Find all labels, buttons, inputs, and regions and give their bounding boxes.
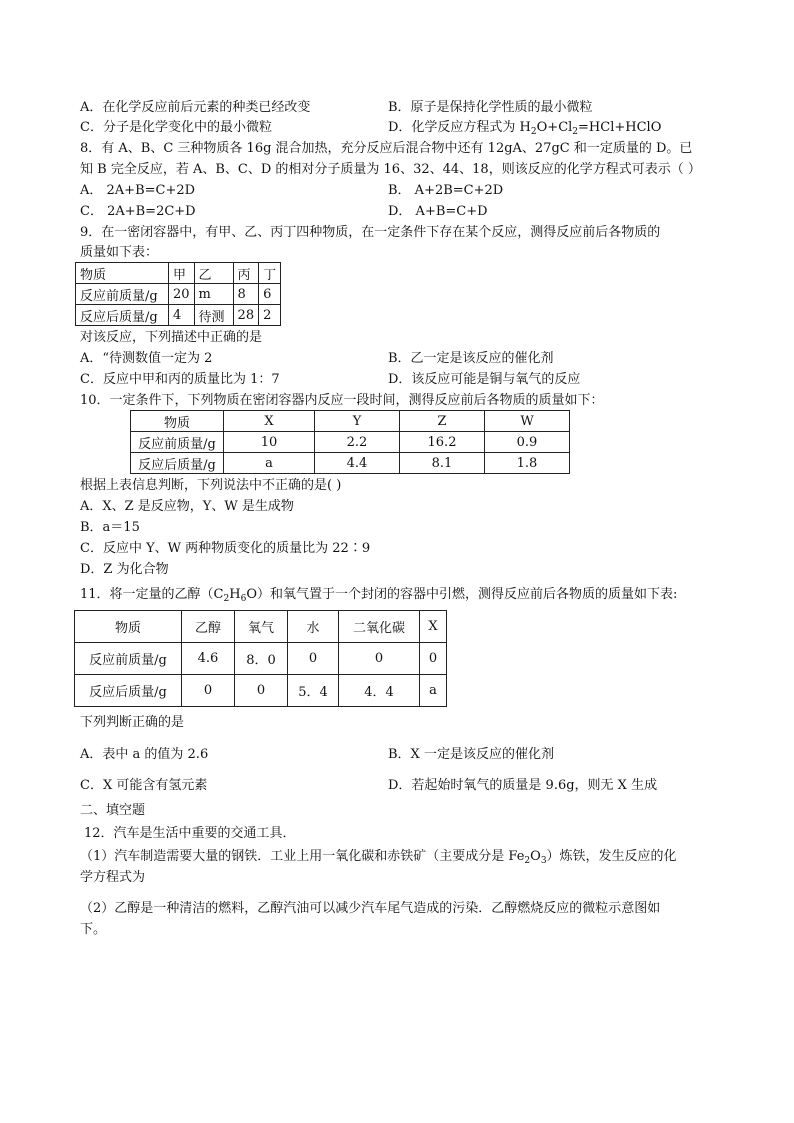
table-row — [76, 263, 281, 284]
table-cell: 2.2 — [315, 432, 400, 453]
q9-option-d: D．该反应可能是铜与氧气的反应 — [388, 372, 581, 387]
table-cell: X — [224, 411, 315, 432]
table-cell: a — [420, 675, 447, 707]
table-cell: 8.1 — [400, 453, 485, 474]
q9-option-c: C．反应中甲和丙的质量比为 1：7 — [80, 372, 280, 387]
q10-table — [130, 410, 570, 474]
table-cell: 4.4 — [315, 453, 400, 474]
q12-part2-line2: 下。 — [80, 922, 107, 937]
table-cell: 乙醇 — [182, 611, 235, 643]
table-row — [131, 453, 570, 474]
q8-stem-line2: 知 B 完全反应，若 A、B、C、D 的相对分子质量为 16、32、44、18，则该反应的化学方程式可表示（ ） — [80, 162, 701, 177]
q8-stem-line1: 8．有 A、B、C 三种物质各 16g 混合加热，充分反应后混合物中还有 12gA、27gC 和一定质量的 D。已 — [80, 141, 693, 156]
table-cell: 8．0 — [235, 643, 288, 675]
q12-part1-line2: 学方程式为 — [80, 870, 146, 885]
q10-option-c: C．反应中 Y、W 两种物质变化的质量比为 22∶9 — [80, 541, 371, 556]
q9-option-b: B．乙一定是该反应的催化剂 — [388, 351, 554, 366]
table-row — [75, 611, 447, 643]
table-cell: m — [194, 284, 233, 305]
q8-option-b: B． A+2B=C+2D — [388, 183, 504, 198]
table-cell: 0 — [288, 643, 339, 675]
q11-table — [74, 610, 447, 707]
table-cell: 16.2 — [400, 432, 485, 453]
table-cell: 10 — [224, 432, 315, 453]
q9-table — [75, 262, 281, 326]
table-cell: W — [485, 411, 570, 432]
table-cell: 4 — [169, 305, 195, 326]
table-cell: 4.6 — [182, 643, 235, 675]
table-row — [76, 305, 281, 326]
q7-option-a: A．在化学反应前后元素的种类已经改变 — [80, 100, 311, 115]
table-cell: 0.9 — [485, 432, 570, 453]
q11-stem: 11．将一定量的乙醇$(C_2H_6O)$和氧气置于一个封闭的容器中引燃，测得反应前后各物质的质量如下表: — [80, 587, 678, 604]
table-cell: 丙 — [233, 263, 259, 284]
table-cell: 二氧化碳 — [339, 611, 420, 643]
table-cell: 物质 — [131, 411, 224, 432]
table-cell: Z — [400, 411, 485, 432]
table-cell: 反应后质量/g — [131, 453, 224, 474]
q10-option-a: A．X、Z 是反应物，Y、W 是生成物 — [80, 499, 294, 514]
table-cell: X — [420, 611, 447, 643]
table-cell: 待测 — [194, 305, 233, 326]
q12-part1-line1: （1）汽车制造需要大量的钢铁．工业上用一氧化碳和赤铁矿（主要成分是 $Fe_2O_3$）炼铁，发生反应的化 — [80, 849, 677, 866]
q9-stem-line2: 质量如下表： — [80, 245, 159, 260]
table-cell: 0 — [420, 643, 447, 675]
q9-option-a: A．“待测数值一定为 2 — [80, 351, 213, 366]
section-heading: 二、填空题 — [80, 803, 146, 818]
q11-option-b: B．X 一定是该反应的催化剂 — [388, 747, 554, 762]
table-cell: 28 — [233, 305, 259, 326]
table-cell: a — [224, 453, 315, 474]
table-cell: 水 — [288, 611, 339, 643]
table-cell: 0 — [182, 675, 235, 707]
q12-part2-line1: （2）乙醇是一种清洁的燃料，乙醇汽油可以减少汽车尾气造成的污染．乙醇燃烧反应的微粒示意图如 — [80, 901, 661, 916]
table-cell: 2 — [259, 305, 281, 326]
table-cell: 反应前质量/g — [131, 432, 224, 453]
q11-option-d: D．若起始时氧气的质量是 9.6g，则无 X 生成 — [388, 778, 658, 793]
table-cell: 反应前质量/g — [75, 643, 182, 675]
q10-option-b: B．a＝15 — [80, 520, 140, 535]
table-cell: 乙 — [194, 263, 233, 284]
table-row — [131, 432, 570, 453]
table-cell: 反应后质量/g — [76, 305, 169, 326]
q9-prompt: 对该反应，下列描述中正确的是 — [80, 330, 263, 345]
table-cell: 物质 — [76, 263, 169, 284]
table-cell: 5．4 — [288, 675, 339, 707]
q9-stem-line1: 9．在一密闭容器中，有甲、乙、丙丁四种物质，在一定条件下存在某个反应，测得反应前后各物质的 — [80, 225, 661, 240]
table-cell: 氧气 — [235, 611, 288, 643]
table-row — [75, 643, 447, 675]
table-cell: 0 — [235, 675, 288, 707]
q11-prompt: 下列判断正确的是 — [80, 715, 185, 730]
table-cell: 8 — [233, 284, 259, 305]
table-cell: 物质 — [75, 611, 182, 643]
table-row — [75, 675, 447, 707]
q12-stem: 12．汽车是生活中重要的交通工具． — [84, 826, 296, 841]
q8-option-a: A． 2A+B=C+2D — [80, 183, 196, 198]
table-cell: 1.8 — [485, 453, 570, 474]
table-row — [131, 411, 570, 432]
q7-option-b: B．原子是保持化学性质的最小微粒 — [388, 100, 593, 115]
q10-option-d: D．Z 为化合物 — [80, 562, 169, 577]
q7-option-c: C．分子是化学变化中的最小微粒 — [80, 120, 272, 135]
table-cell: Y — [315, 411, 400, 432]
table-cell: 4．4 — [339, 675, 420, 707]
q8-option-c: C． 2A+B=2C+D — [80, 204, 196, 219]
table-cell: 丁 — [259, 263, 281, 284]
q10-prompt: 根据上表信息判断，下列说法中不正确的是( ) — [80, 478, 342, 493]
table-cell: 甲 — [169, 263, 195, 284]
q8-option-d: D． A+B=C+D — [388, 204, 488, 219]
q11-option-a: A．表中 a 的值为 2.6 — [80, 747, 209, 762]
table-cell: 20 — [169, 284, 195, 305]
table-cell: 反应后质量/g — [75, 675, 182, 707]
q7-option-d: D．化学反应方程式为 $H_2O+Cl_2=HCl+HClO$ — [388, 120, 662, 137]
table-cell: 0 — [339, 643, 420, 675]
q11-option-c: C．X 可能含有氢元素 — [80, 778, 208, 793]
table-cell: 反应前质量/g — [76, 284, 169, 305]
q10-stem: 10．一定条件下，下列物质在密闭容器内反应一段时间，测得反应前后各物质的质量如下： — [80, 393, 604, 408]
table-row — [76, 284, 281, 305]
table-cell: 6 — [259, 284, 281, 305]
